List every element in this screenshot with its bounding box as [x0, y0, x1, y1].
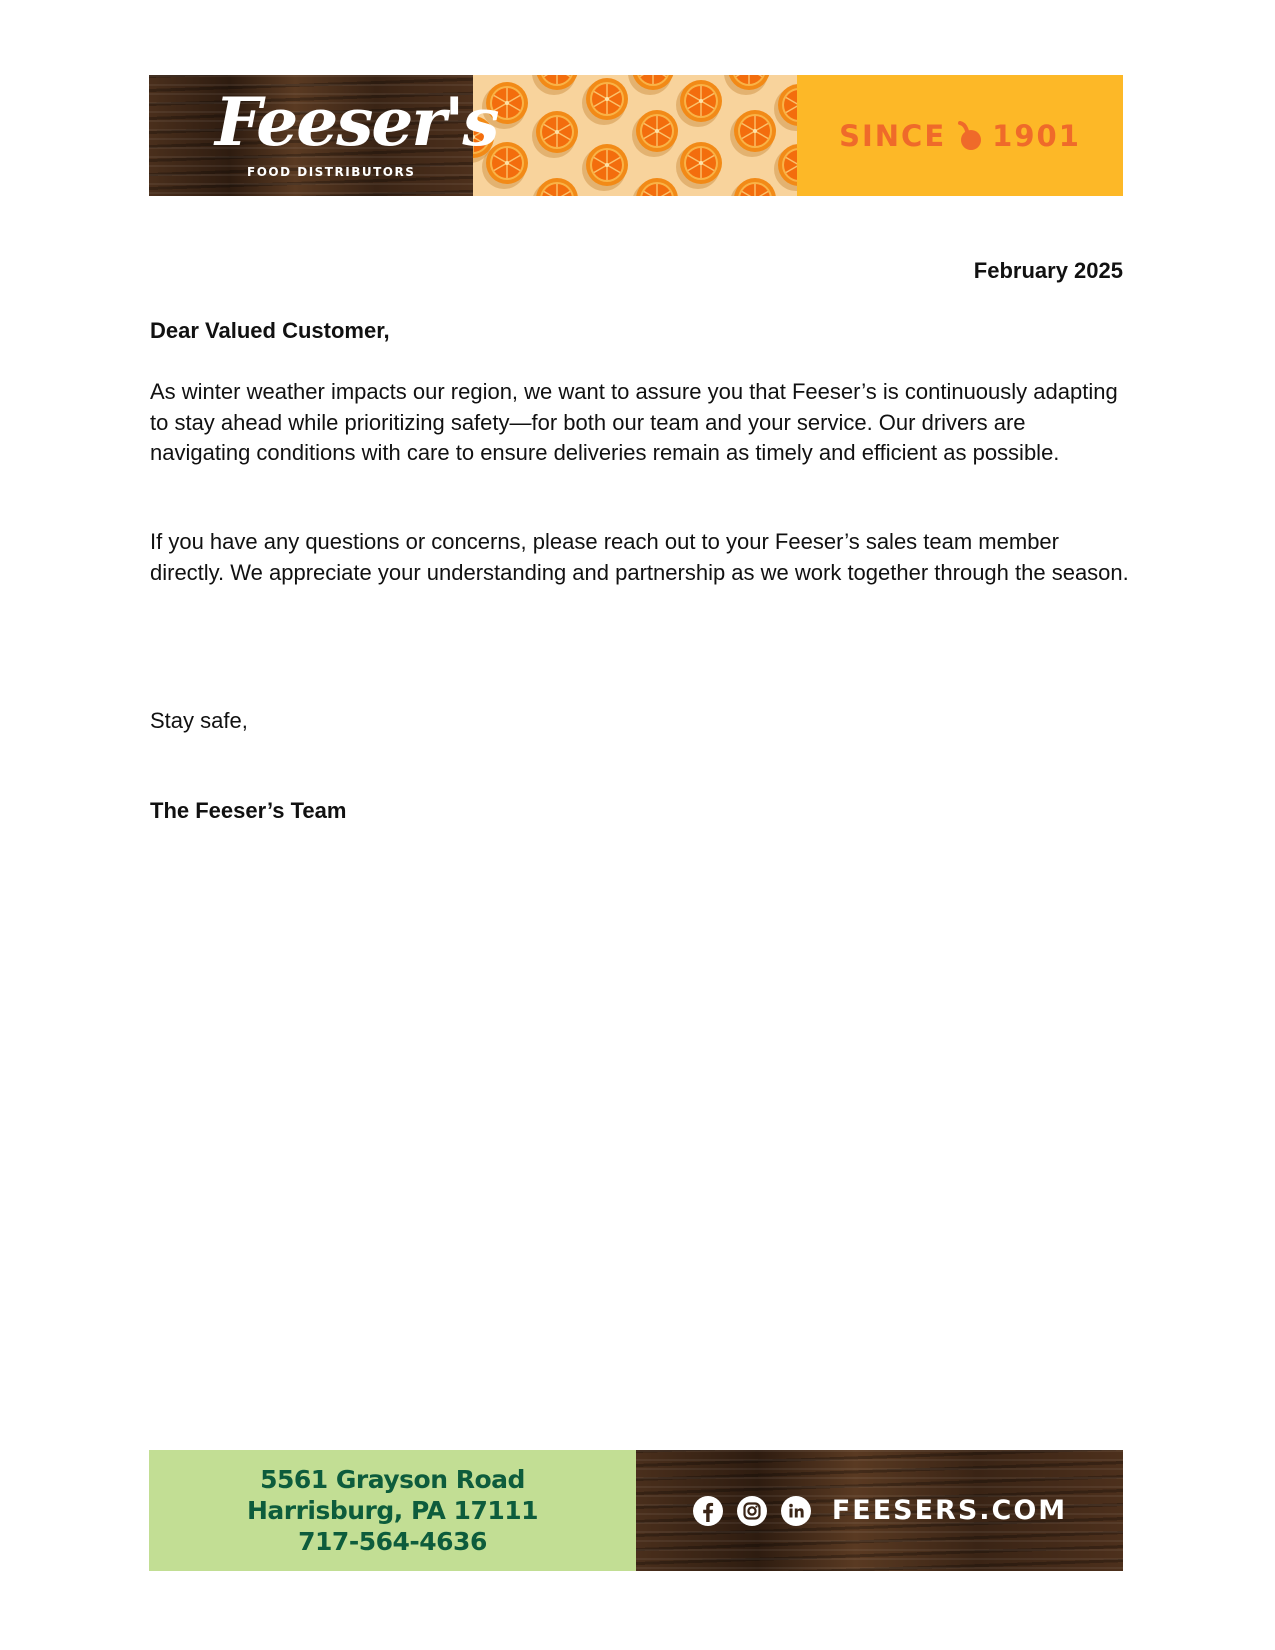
oranges-pattern: [473, 75, 797, 196]
linkedin-icon[interactable]: [780, 1495, 812, 1527]
address-city: Harrisburg, PA 17111: [246, 1496, 539, 1525]
address-panel: [149, 1450, 636, 1571]
closing: Stay safe,: [150, 708, 248, 733]
body-paragraph-1: As winter weather impacts our region, we want to assure you that Feeser’s is continuously adapting to stay ahead while prioritizing safety—for both our team and your service. Our drivers are navigating conditions with care to ensure deliveries remain as timely and efficient as possible.: [150, 379, 1118, 465]
logo-subtitle: FOOD DISTRIBUTORS: [247, 165, 416, 179]
signature: The Feeser’s Team: [150, 798, 347, 823]
since-year: 1901: [992, 118, 1081, 153]
salutation: Dear Valued Customer,: [150, 318, 390, 343]
since-tagline: [839, 119, 1081, 153]
instagram-icon[interactable]: [736, 1495, 768, 1527]
since-word: SINCE: [839, 118, 947, 153]
facebook-icon[interactable]: [692, 1495, 724, 1527]
social-panel: [636, 1450, 1123, 1571]
address-street: 5561 Grayson Road: [260, 1465, 525, 1494]
website-link[interactable]: FEESERS.COM: [831, 1495, 1068, 1526]
footer-banner: [149, 1450, 1123, 1571]
letterhead-banner: [149, 75, 1123, 196]
orange-slices-image: [473, 75, 797, 196]
body-paragraph-2: If you have any questions or concerns, please reach out to your Feeser’s sales team member directly. We appreciate your understanding and partnership as we work together through the season.: [150, 529, 1129, 585]
since-panel: [797, 75, 1123, 196]
logo-panel: [149, 75, 498, 196]
phone-number: 717-564-4636: [298, 1527, 487, 1556]
company-logo: Feeser's: [215, 83, 498, 161]
orange-fruit-icon: [956, 121, 982, 151]
letter-date: February 2025: [973, 258, 1123, 283]
